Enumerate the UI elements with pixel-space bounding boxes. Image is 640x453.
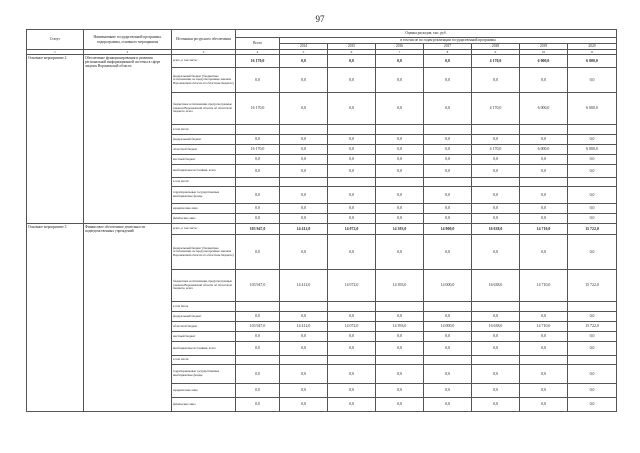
year-value-cell: 0,0 bbox=[568, 165, 617, 178]
total-value-cell: 0,0 bbox=[236, 384, 280, 398]
year-value-cell: 4 170,0 bbox=[472, 145, 520, 155]
year-value-cell: 0,0 bbox=[424, 165, 472, 178]
year-value-cell: 0,0 bbox=[280, 384, 328, 398]
year-value-cell: 6 000,0 bbox=[520, 93, 568, 125]
column-index: 1 bbox=[27, 50, 84, 55]
year-value-cell: 14 412,0 bbox=[280, 224, 328, 235]
year-value-cell: 0,0 bbox=[328, 214, 376, 224]
activity-name-cell: Финансовое обеспечение деятельности подведомственных учреждений bbox=[84, 224, 172, 412]
year-value-cell: 0,0 bbox=[328, 342, 376, 356]
year-value-cell: 0,0 bbox=[424, 93, 472, 125]
year-value-cell: 4 170,0 bbox=[472, 93, 520, 125]
year-value-cell: 0,0 bbox=[424, 384, 472, 398]
year-value-cell bbox=[568, 302, 617, 312]
year-value-cell bbox=[472, 356, 520, 365]
year-value-cell: 0,0 bbox=[520, 135, 568, 145]
year-value-cell bbox=[520, 178, 568, 187]
table-header bbox=[27, 30, 617, 55]
year-value-cell: 0,0 bbox=[568, 155, 617, 165]
year-value-cell: 0,0 bbox=[472, 365, 520, 384]
year-value-cell: 0,0 bbox=[568, 135, 617, 145]
year-value-cell: 0,0 bbox=[424, 342, 472, 356]
year-value-cell: 0,0 bbox=[376, 135, 424, 145]
funding-source-cell: местный бюджет bbox=[172, 155, 236, 165]
col-status-header: Статус bbox=[27, 30, 84, 50]
year-value-cell bbox=[280, 125, 328, 135]
funding-source-cell: юридические лица bbox=[172, 204, 236, 214]
year-value-cell: 0,0 bbox=[424, 204, 472, 214]
year-value-cell bbox=[376, 302, 424, 312]
year-value-cell bbox=[376, 125, 424, 135]
total-value-cell: 0,0 bbox=[236, 342, 280, 356]
year-value-cell: 0,0 bbox=[376, 214, 424, 224]
year-value-cell: 0,0 bbox=[328, 155, 376, 165]
year-value-cell: 6 000,0 bbox=[520, 145, 568, 155]
year-header: 2017 bbox=[424, 44, 472, 50]
total-value-cell: 0,0 bbox=[236, 332, 280, 342]
year-value-cell: 0,0 bbox=[472, 235, 520, 270]
year-value-cell: 0,0 bbox=[328, 68, 376, 93]
year-value-cell: 0,0 bbox=[376, 398, 424, 412]
year-value-cell: 0,0 bbox=[376, 204, 424, 214]
funding-source-cell: в том числе: bbox=[172, 178, 236, 187]
year-value-cell: 0,0 bbox=[376, 93, 424, 125]
year-value-cell bbox=[328, 302, 376, 312]
funding-source-cell: в том числе bbox=[172, 302, 236, 312]
column-index: 5 bbox=[280, 50, 328, 55]
year-value-cell: 14 393,0 bbox=[376, 270, 424, 302]
year-value-cell: 15 722,0 bbox=[568, 224, 617, 235]
year-value-cell: 0,0 bbox=[472, 135, 520, 145]
year-value-cell: 0,0 bbox=[424, 68, 472, 93]
year-value-cell: 0,0 bbox=[520, 235, 568, 270]
col-source-header: Источники ресурсного обеспечения bbox=[172, 30, 236, 50]
funding-source-cell: в том числе: bbox=[172, 356, 236, 365]
year-value-cell: 0,0 bbox=[472, 187, 520, 204]
year-value-cell bbox=[472, 178, 520, 187]
year-value-cell: 0,0 bbox=[520, 155, 568, 165]
year-value-cell: 0,0 bbox=[328, 204, 376, 214]
funding-source-cell: в том числе: bbox=[172, 125, 236, 135]
year-value-cell bbox=[328, 178, 376, 187]
year-value-cell: 0,0 bbox=[424, 135, 472, 145]
year-value-cell: 0,0 bbox=[568, 68, 617, 93]
year-value-cell: 14 710,0 bbox=[520, 270, 568, 302]
year-header: 2015 bbox=[328, 44, 376, 50]
year-value-cell: 14 710,0 bbox=[520, 322, 568, 332]
col-total-header: Всего bbox=[236, 38, 280, 50]
year-value-cell: 0,0 bbox=[520, 342, 568, 356]
year-value-cell: 0,0 bbox=[424, 365, 472, 384]
total-value-cell: 0,0 bbox=[236, 214, 280, 224]
year-header: 2016 bbox=[376, 44, 424, 50]
year-value-cell: 0,0 bbox=[376, 68, 424, 93]
year-value-cell: 0,0 bbox=[568, 384, 617, 398]
year-value-cell: 0,0 bbox=[280, 235, 328, 270]
year-value-cell bbox=[424, 125, 472, 135]
year-value-cell bbox=[472, 302, 520, 312]
year-value-cell: 0,0 bbox=[376, 187, 424, 204]
year-value-cell: 0,0 bbox=[424, 155, 472, 165]
year-value-cell: 0,0 bbox=[280, 165, 328, 178]
year-value-cell: 0,0 bbox=[280, 187, 328, 204]
year-value-cell bbox=[520, 125, 568, 135]
funding-source-cell: территориальные государственные внебюджетные фонды bbox=[172, 365, 236, 384]
total-value-cell bbox=[236, 178, 280, 187]
year-value-cell: 6 000,0 bbox=[568, 55, 617, 68]
year-value-cell: 0,0 bbox=[568, 312, 617, 322]
year-value-cell: 0,0 bbox=[376, 342, 424, 356]
year-value-cell: 6 000,0 bbox=[520, 55, 568, 68]
column-index: 10 bbox=[520, 50, 568, 55]
funding-source-cell: юридические лица bbox=[172, 384, 236, 398]
column-index: 4 bbox=[236, 50, 280, 55]
total-value-cell: 0,0 bbox=[236, 187, 280, 204]
year-value-cell: 0,0 bbox=[472, 332, 520, 342]
year-value-cell: 0,0 bbox=[520, 365, 568, 384]
year-value-cell: 0,0 bbox=[280, 145, 328, 155]
year-value-cell: 0,0 bbox=[328, 332, 376, 342]
year-value-cell: 0,0 bbox=[424, 235, 472, 270]
total-value-cell: 0,0 bbox=[236, 398, 280, 412]
year-value-cell: 4 170,0 bbox=[472, 55, 520, 68]
year-value-cell bbox=[520, 356, 568, 365]
year-value-cell: 14 393,0 bbox=[376, 224, 424, 235]
year-value-cell: 0,0 bbox=[280, 342, 328, 356]
year-value-cell: 15 722,0 bbox=[568, 270, 617, 302]
year-value-cell: 0,0 bbox=[376, 145, 424, 155]
column-index: 9 bbox=[472, 50, 520, 55]
funding-source-cell: физические лица bbox=[172, 398, 236, 412]
year-value-cell bbox=[568, 178, 617, 187]
year-value-cell: 0,0 bbox=[472, 204, 520, 214]
year-value-cell: 0,0 bbox=[424, 332, 472, 342]
table-row bbox=[27, 224, 617, 235]
year-value-cell bbox=[568, 125, 617, 135]
total-value-cell: 103 947,0 bbox=[236, 322, 280, 332]
page-number: 97 bbox=[315, 14, 325, 24]
year-value-cell bbox=[568, 356, 617, 365]
col-name-header: Наименование государственной программы, подпрограммы, основного мероприятия bbox=[84, 30, 172, 50]
year-value-cell: 0,0 bbox=[328, 165, 376, 178]
year-value-cell bbox=[424, 302, 472, 312]
year-value-cell: 0,0 bbox=[520, 384, 568, 398]
year-value-cell: 0,0 bbox=[280, 68, 328, 93]
year-value-cell: 0,0 bbox=[376, 155, 424, 165]
column-index: 8 bbox=[424, 50, 472, 55]
year-value-cell: 0,0 bbox=[280, 55, 328, 68]
year-value-cell: 0,0 bbox=[472, 342, 520, 356]
funding-source-cell: федеральный бюджет bbox=[172, 312, 236, 322]
year-value-cell: 16 638,0 bbox=[472, 224, 520, 235]
year-value-cell: 14 412,0 bbox=[280, 270, 328, 302]
year-value-cell: 0,0 bbox=[376, 384, 424, 398]
year-value-cell: 0,0 bbox=[472, 68, 520, 93]
year-value-cell: 0,0 bbox=[568, 235, 617, 270]
year-value-cell: 16 638,0 bbox=[472, 270, 520, 302]
year-value-cell: 0,0 bbox=[568, 332, 617, 342]
year-value-cell: 14 000,0 bbox=[424, 224, 472, 235]
year-header: 2014 bbox=[280, 44, 328, 50]
year-value-cell bbox=[424, 356, 472, 365]
funding-source-cell: территориальные государственные внебюджетные фонды bbox=[172, 187, 236, 204]
year-value-cell: 6 000,0 bbox=[568, 93, 617, 125]
year-value-cell: 0,0 bbox=[472, 214, 520, 224]
year-value-cell: 14 000,0 bbox=[424, 270, 472, 302]
year-value-cell: 14 072,0 bbox=[328, 322, 376, 332]
funding-source-cell: физические лица bbox=[172, 214, 236, 224]
year-value-cell bbox=[280, 302, 328, 312]
year-value-cell: 0,0 bbox=[280, 365, 328, 384]
funding-source-cell: местный бюджет bbox=[172, 332, 236, 342]
year-value-cell: 15 722,0 bbox=[568, 322, 617, 332]
year-value-cell: 14 000,0 bbox=[424, 322, 472, 332]
year-value-cell bbox=[280, 356, 328, 365]
year-value-cell: 0,0 bbox=[376, 165, 424, 178]
year-value-cell: 0,0 bbox=[520, 165, 568, 178]
activity-name-cell: Обеспечение функционирования и развития региональной информационной системы в сфере закупок Воронежской области bbox=[84, 55, 172, 224]
year-value-cell: 0,0 bbox=[328, 145, 376, 155]
year-value-cell: 0,0 bbox=[520, 398, 568, 412]
year-value-cell: 0,0 bbox=[472, 165, 520, 178]
year-value-cell: 0,0 bbox=[472, 312, 520, 322]
year-value-cell: 14 072,0 bbox=[328, 224, 376, 235]
year-value-cell: 14 393,0 bbox=[376, 322, 424, 332]
year-value-cell: 0,0 bbox=[280, 204, 328, 214]
status-cell: Основное мероприятие 3 bbox=[27, 224, 84, 412]
year-value-cell bbox=[376, 356, 424, 365]
year-value-cell: 14 072,0 bbox=[328, 270, 376, 302]
by-years-header: в том числе по годам реализации государственной программы bbox=[280, 38, 617, 44]
year-value-cell: 0,0 bbox=[568, 365, 617, 384]
year-value-cell: 0,0 bbox=[568, 398, 617, 412]
year-value-cell bbox=[376, 178, 424, 187]
year-value-cell bbox=[472, 125, 520, 135]
total-value-cell bbox=[236, 356, 280, 365]
year-value-cell: 0,0 bbox=[280, 398, 328, 412]
funding-source-cell: всего, в том числе: bbox=[172, 55, 236, 68]
total-value-cell bbox=[236, 125, 280, 135]
funding-source-cell: федеральный бюджет bbox=[172, 135, 236, 145]
year-value-cell: 0,0 bbox=[328, 135, 376, 145]
column-index: 3 bbox=[172, 50, 236, 55]
total-value-cell: 16 170,0 bbox=[236, 55, 280, 68]
year-value-cell: 0,0 bbox=[328, 187, 376, 204]
funding-source-cell: всего, в том числе: bbox=[172, 224, 236, 235]
year-value-cell: 0,0 bbox=[520, 68, 568, 93]
year-value-cell bbox=[328, 356, 376, 365]
year-value-cell: 0,0 bbox=[472, 398, 520, 412]
total-value-cell: 0,0 bbox=[236, 135, 280, 145]
year-value-cell: 0,0 bbox=[328, 55, 376, 68]
year-value-cell: 0,0 bbox=[424, 145, 472, 155]
year-value-cell: 0,0 bbox=[328, 93, 376, 125]
funding-source-cell: федеральный бюджет (бюджетные ассигнования, не предусмотренные законом Воронежской области об областном бюджете) bbox=[172, 68, 236, 93]
year-value-cell: 0,0 bbox=[424, 187, 472, 204]
year-value-cell: 0,0 bbox=[280, 135, 328, 145]
total-value-cell: 16 170,0 bbox=[236, 93, 280, 125]
year-value-cell: 0,0 bbox=[328, 235, 376, 270]
year-value-cell: 0,0 bbox=[520, 312, 568, 322]
year-value-cell: 0,0 bbox=[568, 187, 617, 204]
year-value-cell: 0,0 bbox=[376, 365, 424, 384]
total-value-cell: 103 947,0 bbox=[236, 224, 280, 235]
year-value-cell: 0,0 bbox=[472, 384, 520, 398]
year-value-cell: 0,0 bbox=[328, 384, 376, 398]
year-value-cell bbox=[520, 302, 568, 312]
column-index: 6 bbox=[328, 50, 376, 55]
funding-source-cell: областной бюджет bbox=[172, 145, 236, 155]
year-value-cell: 0,0 bbox=[424, 398, 472, 412]
table-row bbox=[27, 55, 617, 68]
column-index: 2 bbox=[84, 50, 172, 55]
year-value-cell: 0,0 bbox=[424, 312, 472, 322]
total-value-cell: 103 947,0 bbox=[236, 270, 280, 302]
status-cell: Основное мероприятие 2 bbox=[27, 55, 84, 224]
year-value-cell bbox=[424, 178, 472, 187]
year-value-cell: 0,0 bbox=[376, 55, 424, 68]
funding-source-cell: внебюджетные источники, всего bbox=[172, 165, 236, 178]
funding-source-cell: внебюджетные источники, всего bbox=[172, 342, 236, 356]
year-value-cell: 0,0 bbox=[376, 312, 424, 322]
year-value-cell: 0,0 bbox=[520, 187, 568, 204]
year-value-cell: 0,0 bbox=[568, 342, 617, 356]
year-value-cell: 0,0 bbox=[280, 214, 328, 224]
year-value-cell: 0,0 bbox=[328, 312, 376, 322]
total-value-cell: 0,0 bbox=[236, 312, 280, 322]
funding-source-cell: бюджетные ассигнования, предусмотренные законом Воронежской области об областном бюджете, всего bbox=[172, 270, 236, 302]
year-value-cell: 0,0 bbox=[280, 312, 328, 322]
total-value-cell: 0,0 bbox=[236, 68, 280, 93]
total-value-cell: 0,0 bbox=[236, 365, 280, 384]
year-value-cell: 0,0 bbox=[280, 332, 328, 342]
year-value-cell: 0,0 bbox=[424, 55, 472, 68]
funding-source-cell: бюджетные ассигнования, предусмотренные законом Воронежской области об областном бюджете, всего bbox=[172, 93, 236, 125]
total-value-cell: 0,0 bbox=[236, 235, 280, 270]
year-value-cell: 0,0 bbox=[520, 332, 568, 342]
year-value-cell: 0,0 bbox=[376, 332, 424, 342]
year-value-cell: 0,0 bbox=[472, 155, 520, 165]
year-value-cell: 0,0 bbox=[280, 155, 328, 165]
estimate-header: Оценка расходов, тыс. руб. bbox=[236, 30, 617, 38]
year-value-cell: 0,0 bbox=[520, 204, 568, 214]
year-value-cell: 0,0 bbox=[376, 235, 424, 270]
total-value-cell: 0,0 bbox=[236, 204, 280, 214]
year-value-cell: 0,0 bbox=[568, 204, 617, 214]
year-value-cell bbox=[280, 178, 328, 187]
year-value-cell: 6 000,0 bbox=[568, 145, 617, 155]
table-body bbox=[27, 55, 617, 412]
year-value-cell: 0,0 bbox=[280, 93, 328, 125]
funding-source-cell: федеральный бюджет (бюджетные ассигнования, не предусмотренные законом Воронежской области об областном бюджете) bbox=[172, 235, 236, 270]
total-value-cell: 0,0 bbox=[236, 165, 280, 178]
year-value-cell: 0,0 bbox=[328, 398, 376, 412]
year-value-cell: 0,0 bbox=[328, 365, 376, 384]
year-header: 2019 bbox=[520, 44, 568, 50]
resource-table bbox=[26, 29, 617, 412]
total-value-cell: 16 170,0 bbox=[236, 145, 280, 155]
year-value-cell: 16 638,0 bbox=[472, 322, 520, 332]
year-value-cell: 14 710,0 bbox=[520, 224, 568, 235]
year-value-cell: 0,0 bbox=[520, 214, 568, 224]
year-value-cell: 14 412,0 bbox=[280, 322, 328, 332]
year-value-cell: 0,0 bbox=[568, 214, 617, 224]
year-header: 2018 bbox=[472, 44, 520, 50]
total-value-cell: 0,0 bbox=[236, 155, 280, 165]
year-value-cell: 0,0 bbox=[424, 214, 472, 224]
column-index: 7 bbox=[376, 50, 424, 55]
year-header: 2020 bbox=[568, 44, 617, 50]
year-value-cell bbox=[328, 125, 376, 135]
funding-source-cell: областной бюджет bbox=[172, 322, 236, 332]
total-value-cell bbox=[236, 302, 280, 312]
column-index: 11 bbox=[568, 50, 617, 55]
